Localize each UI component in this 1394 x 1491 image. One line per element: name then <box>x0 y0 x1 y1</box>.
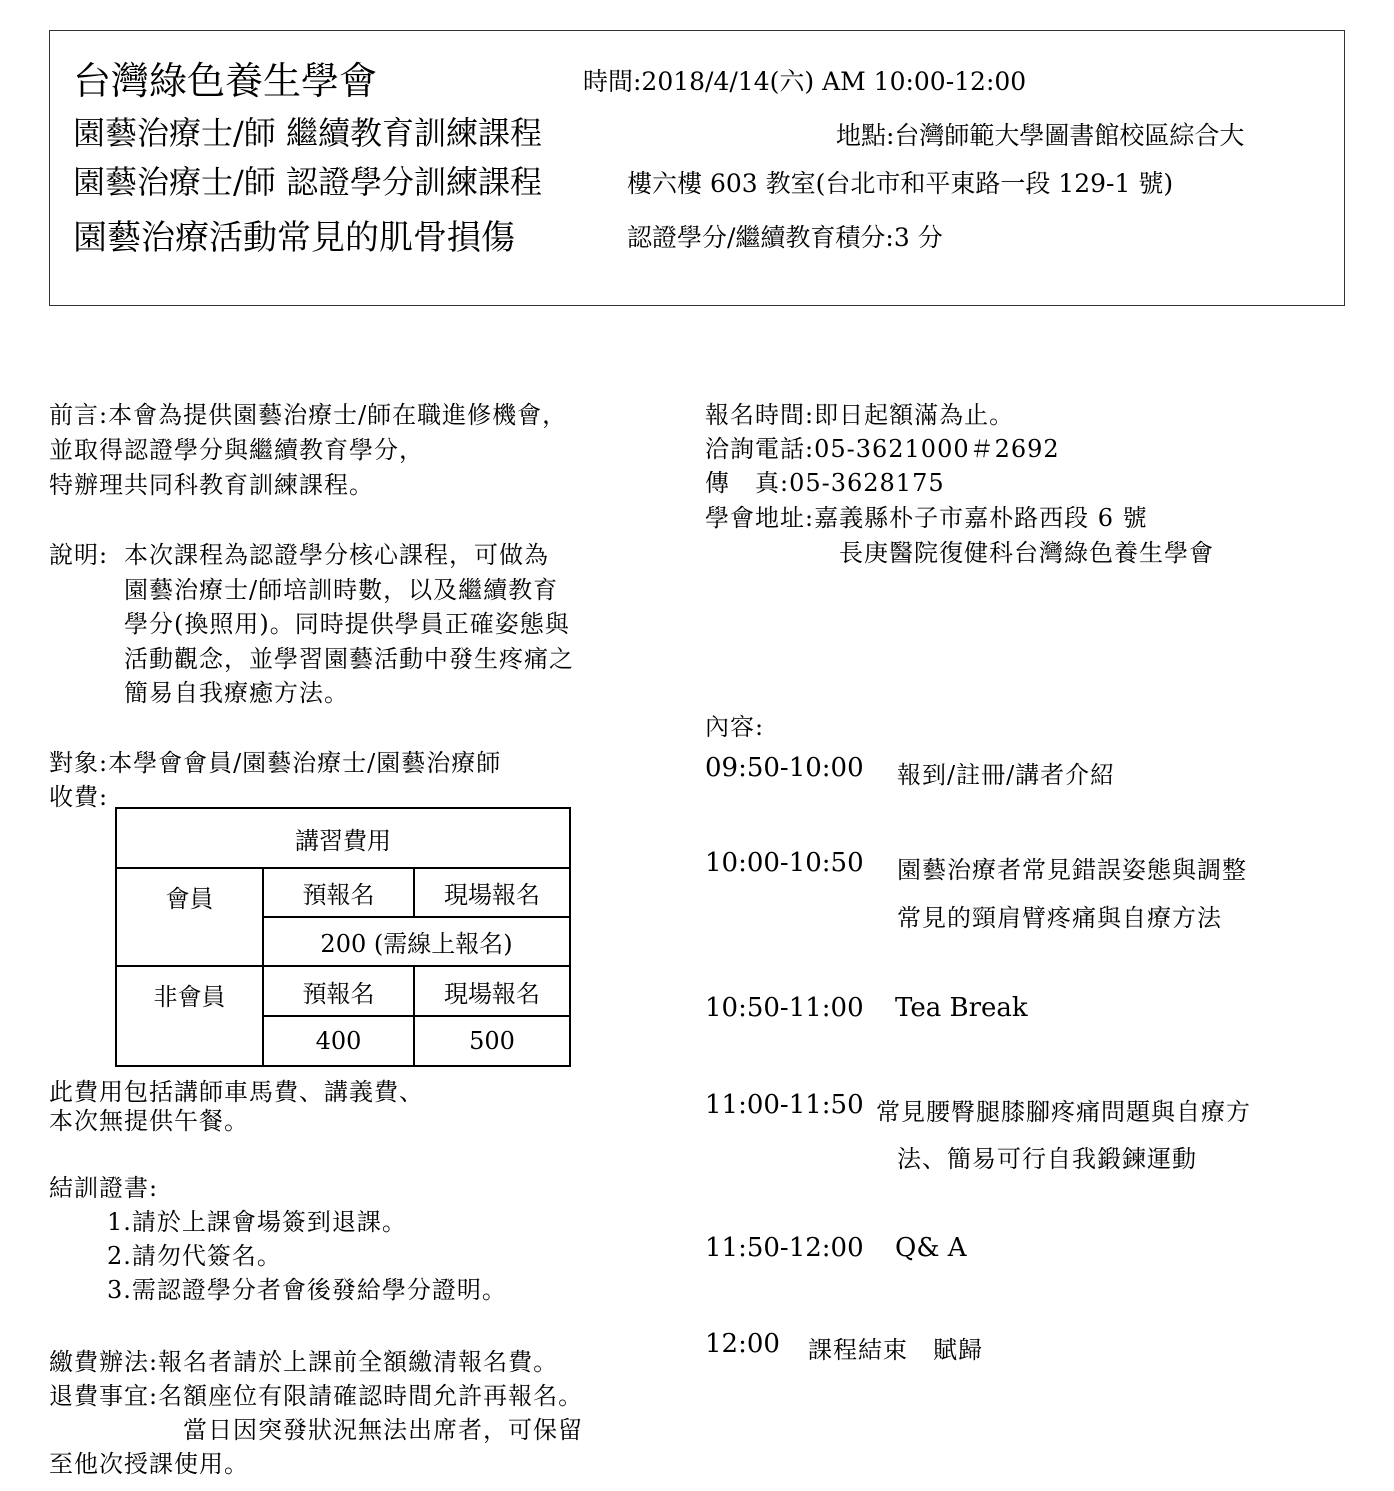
fee-nonmember-label: 非會員 <box>116 966 263 1066</box>
schedule-item-5: Q& A <box>895 1233 967 1263</box>
fee-member-value: 200 (需線上報名) <box>263 917 570 966</box>
cert-item-3: 3.需認證學分者會後發給學分證明。 <box>107 1276 507 1304</box>
schedule-item-3: Tea Break <box>895 993 1028 1023</box>
schedule-time-2: 10:00-10:50 <box>705 848 864 878</box>
schedule-item-2: 園藝治療者常見錯誤姿態與調整 <box>897 856 1247 884</box>
intro-line-1: 前言:本會為提供園藝治療士/師在職進修機會， <box>49 401 568 429</box>
contact-address: 學會地址:嘉義縣朴子市嘉朴路西段 6 號 <box>705 504 1148 532</box>
course-topic: 園藝治療活動常見的肌骨損傷 <box>73 218 515 258</box>
schedule-item-6: 課程結束 賦歸 <box>808 1336 983 1364</box>
refund-policy: 退費事宜:名額座位有限請確認時間允許再報名。 <box>49 1382 584 1410</box>
contact-fax: 傳 真:05-3628175 <box>705 469 945 497</box>
desc-label: 說明: <box>49 541 109 569</box>
desc-line-5: 簡易自我療癒方法。 <box>124 679 349 707</box>
desc-line-3: 學分(換照用)。同時提供學員正確姿態與 <box>124 610 570 638</box>
desc-line-1: 本次課程為認證學分核心課程，可做為 <box>124 541 549 569</box>
desc-line-2: 園藝治療士/師培訓時數，以及繼續教育 <box>124 576 559 604</box>
fee-table-title: 講習費用 <box>116 808 570 868</box>
payment-method: 繳費辦法:報名者請於上課前全額繳清報名費。 <box>49 1348 559 1376</box>
cert-item-1: 1.請於上課會場簽到退課。 <box>107 1208 407 1236</box>
schedule-time-6: 12:00 <box>705 1329 780 1359</box>
fee-label: 收費: <box>49 783 109 811</box>
target-audience: 對象:本學會會員/園藝治療士/園藝治療師 <box>49 749 502 777</box>
fee-member-onsite-label: 現場報名 <box>414 868 570 917</box>
intro-line-2: 並取得認證學分與繼續教育學分， <box>49 436 424 464</box>
schedule-time-5: 11:50-12:00 <box>705 1233 864 1263</box>
schedule-time-1: 09:50-10:00 <box>705 753 864 783</box>
event-time: 時間:2018/4/14(六) AM 10:00-12:00 <box>583 67 1027 96</box>
contact-phone: 洽詢電話:05-3621000＃2692 <box>705 435 1060 463</box>
schedule-time-3: 10:50-11:00 <box>705 993 864 1023</box>
desc-line-4: 活動觀念，並學習園藝活動中發生疼痛之 <box>124 645 574 673</box>
fee-nonmember-onsite-value: 500 <box>414 1016 570 1066</box>
refund-policy-cont-2: 至他次授課使用。 <box>49 1450 249 1478</box>
intro-line-3: 特辦理共同科教育訓練課程。 <box>49 471 374 499</box>
schedule-time-4: 11:00-11:50 <box>705 1090 864 1120</box>
org-title: 台灣綠色養生學會 <box>73 59 378 103</box>
refund-policy-cont-1: 當日因突發狀況無法出席者，可保留 <box>183 1416 583 1444</box>
event-location-2: 樓六樓 603 教室(台北市和平東路一段 129-1 號) <box>627 169 1174 198</box>
schedule-item-2-cont: 常見的頸肩臂疼痛與自療方法 <box>897 904 1222 932</box>
course-title-2: 園藝治療士/師 認證學分訓練課程 <box>73 163 542 201</box>
content-label: 內容: <box>705 713 765 741</box>
fee-note-2: 本次無提供午餐。 <box>49 1107 249 1135</box>
contact-address-cont: 長庚醫院復健科台灣綠色養生學會 <box>839 539 1214 567</box>
fee-nonmember-pre-value: 400 <box>263 1016 414 1066</box>
fee-note-1: 此費用包括講師車馬費、講義費、 <box>49 1078 424 1106</box>
course-credits: 認證學分/繼續教育積分:3 分 <box>627 223 943 252</box>
cert-item-2: 2.請勿代簽名。 <box>107 1242 282 1270</box>
schedule-item-4-cont: 法、簡易可行自我鍛鍊運動 <box>897 1145 1197 1173</box>
course-title-1: 園藝治療士/師 繼續教育訓練課程 <box>73 114 542 152</box>
schedule-item-4: 常見腰臀腿膝腳疼痛問題與自療方 <box>876 1098 1251 1126</box>
cert-label: 結訓證書: <box>49 1174 159 1202</box>
fee-member-pre-label: 預報名 <box>263 868 414 917</box>
fee-nonmember-pre-label: 預報名 <box>263 966 414 1016</box>
schedule-item-1: 報到/註冊/講者介紹 <box>897 761 1116 789</box>
registration-time: 報名時間:即日起額滿為止。 <box>705 401 1015 429</box>
event-location-1: 地點:台灣師範大學圖書館校區綜合大 <box>836 121 1245 150</box>
fee-nonmember-onsite-label: 現場報名 <box>414 966 570 1016</box>
fee-member-label: 會員 <box>116 868 263 966</box>
fee-table <box>115 807 571 1067</box>
